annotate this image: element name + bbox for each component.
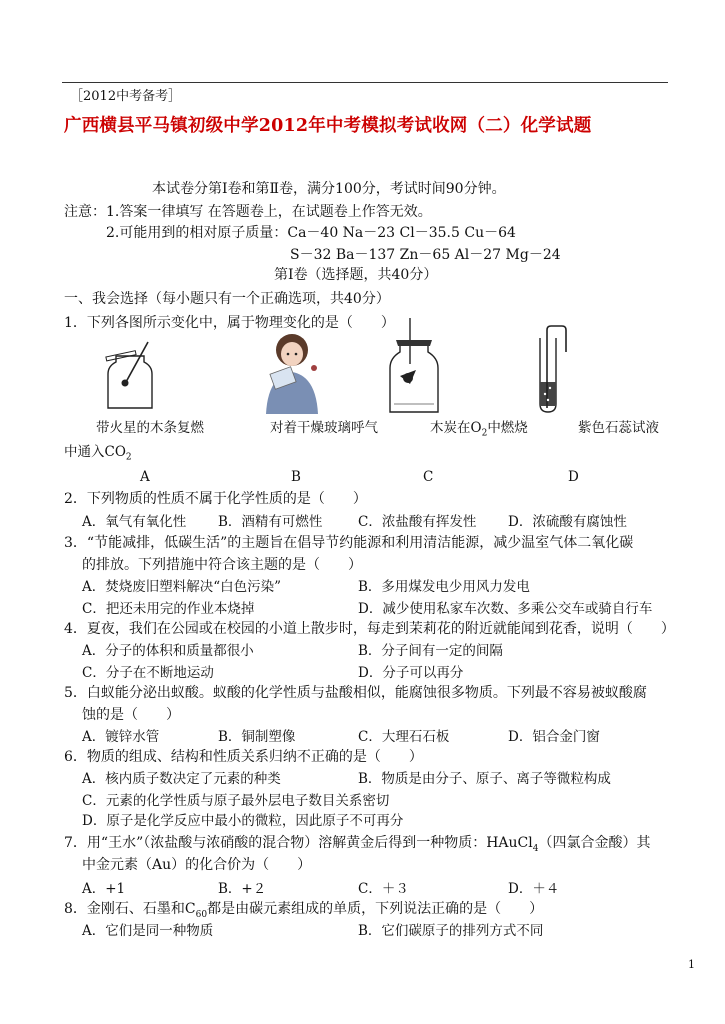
q8-stem: 8．金刚石、石墨和$C_{60}$都是由碳元素组成的单质，下列说法正确的是（ ） <box>64 901 544 920</box>
q1-caption-d: 紫色石蕊试液 <box>578 420 659 436</box>
q5-option-a: A．镀锌水管 <box>82 729 160 745</box>
section1-heading: 一、我会选择（每小题只有一个正确选项，共40分） <box>64 291 390 307</box>
q7-option-b: B．+２ <box>218 881 267 897</box>
q4-stem: 4．夏夜，我们在公园或在校园的小道上散步时，每走到茉莉花的附近就能闻到花香，说明（ ） <box>64 621 675 637</box>
q4-option-b: B．分子间有一定的间隔 <box>358 643 503 659</box>
test-tube-icon <box>530 324 570 414</box>
q4-option-d: D．分子可以再分 <box>358 665 464 681</box>
q1-caption-c: 木炭在$O_2$中燃烧 <box>430 420 528 439</box>
intro-text: 本试卷分第Ⅰ卷和第Ⅱ卷，满分100分，考试时间90分钟。 <box>152 181 506 197</box>
q2-option-c: C．浓盐酸有挥发性 <box>358 514 477 530</box>
q3-option-b: B．多用煤发电少用风力发电 <box>358 579 530 595</box>
header-tag: ［2012中考备考］ <box>70 89 182 104</box>
page-title: 广西横县平马镇初级中学2012年中考模拟考试收网（二）化学试题 <box>64 116 592 136</box>
q5-option-d: D．铝合金门窗 <box>508 729 600 745</box>
q7-option-a: A．+1 <box>82 881 126 897</box>
q2-stem: 2．下列物质的性质不属于化学性质的是（ ） <box>64 491 367 507</box>
q5-stem-1: 5．白蚁能分泌出蚁酸。蚁酸的化学性质与盐酸相似，能腐蚀很多物质。下列最不容易被蚁酸腐 <box>64 685 647 701</box>
q3-stem-2: 的排放。下列措施中符合该主题的是（ ） <box>82 557 362 573</box>
q1-label-c: C <box>423 469 434 485</box>
jar-combustion-icon <box>386 318 442 414</box>
q6-option-a: A．核内质子数决定了元素的种类 <box>82 771 281 787</box>
q4-option-c: C．分子在不断地运动 <box>82 665 214 681</box>
girl-breathing-icon <box>258 330 324 414</box>
q5-option-b: B．铜制塑像 <box>218 729 296 745</box>
q6-option-b: B．物质是由分子、原子、离子等微粒构成 <box>358 771 611 787</box>
note-1: 注意：1.答案一律填写 在答题卷上，在试题卷上作答无效。 <box>64 204 432 220</box>
q6-stem: 6．物质的组成、结构和性质关系归纳不正确的是（ ） <box>64 749 423 765</box>
q8-option-a: A．它们是同一种物质 <box>82 923 214 939</box>
q7-option-d: D．＋４ <box>508 881 560 897</box>
q1-label-d: D <box>568 469 579 485</box>
q1-caption-d-tail: 中通入$CO_2$ <box>64 444 132 463</box>
q3-option-a: A．焚烧废旧塑料解决“白色污染” <box>82 579 282 595</box>
note-2: 2.可能用到的相对原子质量：Ca－40 Na－23 Cl－35.5 Cu－64 <box>106 225 516 241</box>
note-3: S－32 Ba－137 Zn－65 Al－27 Mg－24 <box>290 247 561 263</box>
q1-stem: 1．下列各图所示变化中，属于物理变化的是（ ） <box>64 315 395 331</box>
q3-option-c: C．把还未用完的作业本烧掉 <box>82 601 255 617</box>
q2-option-d: D．浓硫酸有腐蚀性 <box>508 514 627 530</box>
q1-caption-b: 对着干燥玻璃呼气 <box>270 420 378 436</box>
q5-stem-2: 蚀的是（ ） <box>82 707 180 723</box>
bottle-splint-icon <box>100 336 160 412</box>
q4-option-a: A．分子的体积和质量都很小 <box>82 643 254 659</box>
q6-option-d: D．原子是化学反应中最小的微粒，因此原子不可再分 <box>82 813 404 829</box>
q7-stem-2: 中金元素（Au）的化合价为（ ） <box>82 857 312 873</box>
q3-stem-1: 3．“节能减排，低碳生活”的主题旨在倡导节约能源和利用清洁能源，减少温室气体二氧化碳 <box>64 535 634 551</box>
header-rule <box>62 82 668 83</box>
part1-title: 第Ⅰ卷（选择题，共40分） <box>274 267 438 283</box>
q3-option-d: D．减少使用私家车次数、多乘公交车或骑自行车 <box>358 601 653 617</box>
q7-stem-1: 7．用“王水”（浓盐酸与浓硝酸的混合物）溶解黄金后得到一种物质：HAuCl$_4$（四氯合金酸）其 <box>64 835 651 854</box>
q1-label-b: B <box>291 469 301 485</box>
q1-label-a: A <box>140 469 150 485</box>
page-number: 1 <box>688 958 695 971</box>
q6-option-c: C．元素的化学性质与原子最外层电子数目关系密切 <box>82 793 390 809</box>
q8-option-b: B．它们碳原子的排列方式不同 <box>358 923 544 939</box>
q2-option-b: B．酒精有可燃性 <box>218 514 323 530</box>
q7-option-c: C．＋３ <box>358 881 409 897</box>
q2-option-a: A．氧气有氧化性 <box>82 514 187 530</box>
q5-option-c: C．大理石石板 <box>358 729 450 745</box>
q1-caption-a: 带火星的木条复燃 <box>96 420 204 436</box>
